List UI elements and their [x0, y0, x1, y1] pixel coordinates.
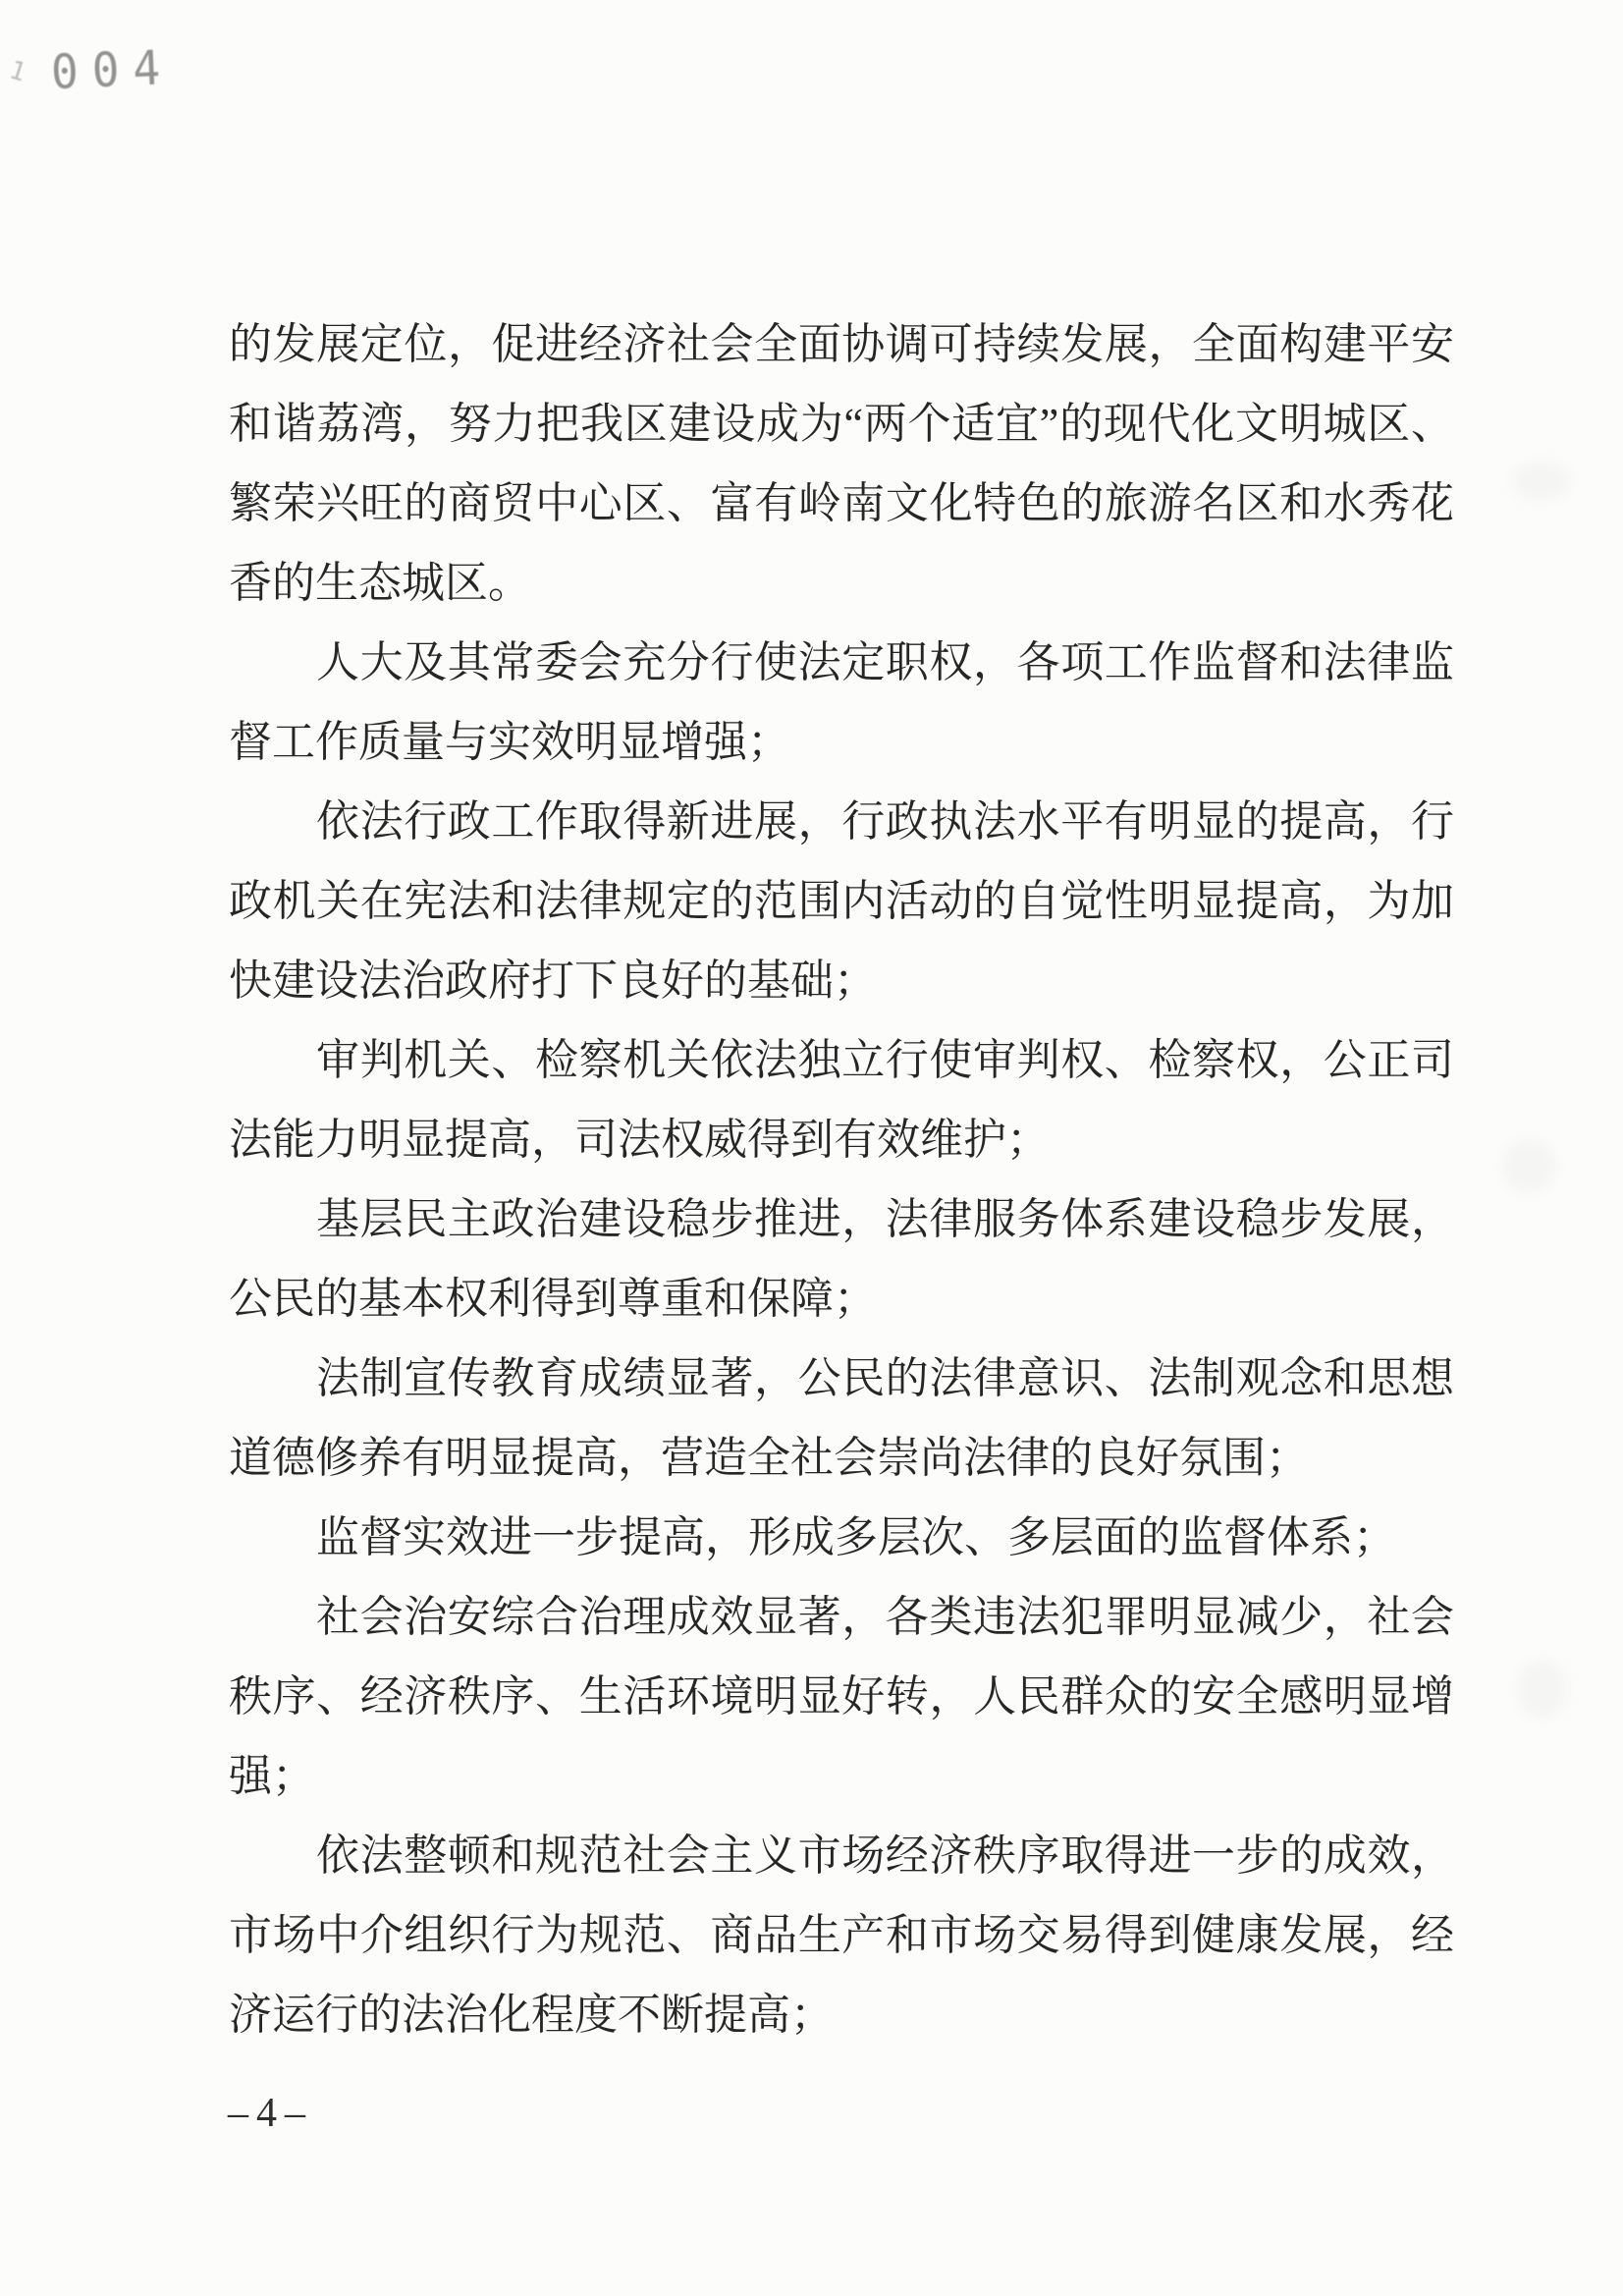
text-line: 香的生态城区。 [229, 559, 531, 607]
text-line: 和谐荔湾，努力把我区建设成为“两个适宜”的现代化文明城区、 [229, 400, 1454, 448]
text-line: 督工作质量与实效明显增强； [229, 718, 790, 766]
text-line: 市场中介组织行为规范、商品生产和市场交易得到健康发展，经 [229, 1911, 1454, 1959]
text-line: 社会治安综合治理成效显著，各类违法犯罪明显减少，社会 [316, 1593, 1454, 1641]
text-line: 快建设法治政府打下良好的基础； [229, 957, 877, 1005]
text-line: 法能力明显提高，司法权威得到有效维护； [229, 1116, 1050, 1164]
stamp-mark: 1 [5, 55, 29, 88]
text-line: 监督实效进一步提高，形成多层次、多层面的监督体系； [316, 1513, 1396, 1561]
footer-page-number: –4– [228, 2091, 313, 2136]
text-line: 审判机关、检察机关依法独立行使审判权、检察权，公正司 [316, 1036, 1454, 1084]
page-stamp-number: 004 [49, 38, 176, 101]
scan-smudge [1517, 1660, 1566, 1719]
text-line: 的发展定位，促进经济社会全面协调可持续发展，全面构建平安 [229, 320, 1454, 368]
scan-smudge [1512, 462, 1571, 501]
text-line: 繁荣兴旺的商贸中心区、富有岭南文化特色的旅游名区和水秀花 [229, 479, 1454, 527]
text-line: 法制宣传教育成绩显著，公民的法律意识、法制观念和思想 [316, 1354, 1454, 1402]
text-line: 济运行的法治化程度不断提高； [229, 1991, 834, 2039]
text-line: 秩序、经济秩序、生活环境明显好转，人民群众的安全感明显增 [229, 1672, 1454, 1721]
text-line: 依法行政工作取得新进展，行政执法水平有明显的提高，行 [316, 797, 1454, 846]
text-line: 依法整顿和规范社会主义市场经济秩序取得进一步的成效， [316, 1831, 1454, 1880]
text-line: 道德修养有明显提高，营造全社会崇尚法律的良好氛围； [229, 1434, 1309, 1482]
text-line: 政机关在宪法和法律规定的范围内活动的自觉性明显提高，为加 [229, 877, 1454, 925]
scan-smudge [1502, 1139, 1556, 1193]
text-line: 强； [229, 1752, 315, 1800]
document-body [229, 304, 1454, 2054]
text-line: 公民的基本权利得到尊重和保障； [229, 1275, 877, 1323]
text-line: 基层民主政治建设稳步推进，法律服务体系建设稳步发展， [316, 1195, 1454, 1243]
text-line: 人大及其常委会充分行使法定职权，各项工作监督和法律监 [316, 638, 1454, 686]
